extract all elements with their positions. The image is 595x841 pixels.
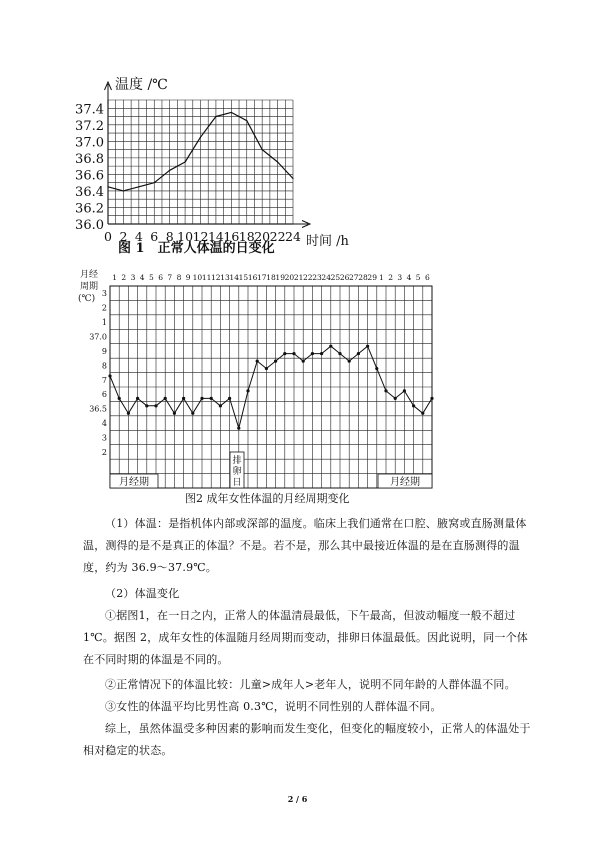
fig2-day-label: 16 [247, 273, 258, 282]
figure-1-caption: 图 1 正常人体温的日变化 [118, 241, 275, 256]
fig2-data-point [210, 397, 213, 400]
fig2-day-label: 3 [397, 273, 403, 282]
menses-label-2: 月经期 [390, 477, 420, 488]
fig1-y-tick-label: 36.0 [75, 218, 104, 233]
fig2-data-point [173, 412, 176, 415]
fig2-y-tick-label: 6 [101, 390, 107, 400]
fig2-day-label: 23 [312, 273, 322, 282]
fig2-y-tick-label: 2 [101, 447, 107, 457]
fig2-data-point [375, 367, 378, 370]
fig1-y-tick-label: 37.2 [75, 118, 104, 134]
fig2-day-label: 18 [266, 273, 276, 282]
fig2-data-point [430, 397, 433, 400]
fig2-day-label: 20 [284, 273, 295, 282]
fig1-x-tick-label: 16 [223, 229, 240, 244]
figure-2-ovulation-marker [230, 452, 244, 488]
figure-1-y-axis-arrow [105, 82, 112, 104]
figure-2-day-labels [112, 273, 430, 282]
fig2-data-point [256, 359, 259, 362]
fig1-x-tick-label: 8 [165, 229, 174, 244]
fig2-data-point [412, 404, 415, 407]
fig2-day-label: 24 [321, 273, 331, 282]
figure-2-y-title-line-3: (℃) [78, 294, 96, 304]
fig2-day-label: 7 [167, 273, 173, 282]
figure-2-caption: 图2 成年女性体温的月经周期变化 [185, 492, 350, 505]
fig2-data-point [320, 352, 323, 355]
fig2-data-point [136, 397, 139, 400]
fig2-day-label: 19 [275, 273, 285, 282]
paragraph-temperature-change-heading: （2）体温变化 [105, 587, 180, 600]
fig2-data-point [118, 397, 121, 400]
fig2-day-label: 4 [406, 273, 412, 282]
figure-1-daily-temperature-chart [0, 0, 595, 260]
fig1-x-tick-label: 6 [150, 229, 159, 244]
fig1-data-point [184, 161, 185, 162]
fig1-data-point [262, 149, 263, 150]
fig1-x-tick-label: 2 [119, 229, 128, 244]
fig2-day-label: 13 [220, 273, 230, 282]
fig1-x-tick-label: 18 [238, 229, 255, 244]
fig2-day-label: 5 [415, 273, 421, 282]
ovulation-label-char-3: 日 [232, 478, 242, 488]
fig1-x-tick-label: 24 [285, 229, 301, 244]
paragraph-point-3: ③女性的体温平均比男性高 0.3℃，说明不同性别的人群体温不同。 [105, 700, 442, 713]
fig2-y-tick-label: 3 [101, 289, 107, 299]
fig1-y-tick-label: 36.6 [75, 168, 104, 184]
fig1-data-point [123, 190, 124, 191]
fig2-y-tick-label: 36.5 [89, 404, 107, 414]
figure-2-menstrual-cycle-temperature-chart [0, 260, 595, 510]
figure-2-y-axis-title [78, 268, 98, 304]
fig2-day-label: 2 [121, 273, 127, 282]
fig1-data-point [277, 161, 278, 162]
fig2-data-point [265, 367, 268, 370]
figure-1-grid [108, 100, 293, 224]
fig1-data-point [154, 182, 155, 183]
fig2-day-label: 28 [358, 273, 368, 282]
fig2-day-label: 12 [211, 273, 221, 282]
fig2-data-point [366, 345, 369, 348]
fig2-data-point [302, 359, 305, 362]
fig2-data-point [237, 427, 240, 430]
fig2-day-label: 1 [379, 273, 384, 282]
fig2-data-point [154, 404, 157, 407]
fig2-y-tick-label: 1 [101, 318, 107, 328]
fig2-day-label: 2 [388, 273, 393, 282]
fig2-y-tick-label: 2 [101, 303, 107, 313]
fig2-y-tick-label: 3 [101, 433, 107, 443]
fig2-data-point [384, 389, 387, 392]
fig2-data-point [421, 412, 424, 415]
figure-2-y-title-line-2: 周期 [80, 282, 99, 292]
fig1-data-point [292, 178, 293, 179]
fig2-data-point [164, 397, 167, 400]
figure-1-y-tick-labels [75, 102, 104, 233]
figure-1-y-axis-label: 温度 /℃ [115, 77, 168, 93]
fig2-data-point [246, 389, 249, 392]
fig2-day-label: 21 [293, 273, 304, 282]
figure-1-x-axis-arrow [293, 221, 310, 228]
fig2-day-label: 25 [330, 273, 341, 282]
fig1-x-tick-label: 14 [207, 229, 224, 244]
fig1-y-tick-label: 36.8 [75, 151, 104, 167]
fig1-y-tick-label: 36.4 [75, 184, 104, 200]
fig2-data-point [394, 397, 397, 400]
fig2-day-label: 6 [425, 273, 430, 282]
fig2-day-label: 27 [349, 273, 359, 282]
paragraph-point-2: ②正常情况下的体温比较：儿童>成年人>老年人，说明不同年龄的人群体温不同。 [105, 678, 516, 691]
fig1-y-tick-label: 37.0 [75, 135, 104, 151]
fig2-data-point [292, 352, 295, 355]
fig1-data-point [215, 116, 216, 117]
fig2-data-point [219, 404, 222, 407]
fig1-x-tick-label: 20 [254, 229, 271, 244]
fig2-day-label: 22 [303, 273, 313, 282]
fig2-day-label: 1 [112, 273, 117, 282]
fig2-data-point [200, 397, 203, 400]
fig2-day-label: 3 [130, 273, 136, 282]
fig1-x-tick-label: 4 [134, 229, 143, 244]
fig2-y-tick-label: 8 [101, 361, 107, 371]
fig1-data-point [231, 112, 232, 113]
fig2-day-label: 5 [149, 273, 154, 282]
fig1-data-point [107, 186, 108, 187]
fig2-y-tick-label: 7 [101, 375, 107, 385]
fig2-day-label: 29 [367, 273, 377, 282]
page-number: 2 / 6 [287, 794, 308, 804]
fig2-data-point [274, 359, 277, 362]
fig2-day-label: 6 [158, 273, 163, 282]
fig2-data-point [338, 352, 341, 355]
ovulation-label-char-2: 卵 [232, 467, 242, 477]
figure-2-y-title-line-1: 月经 [80, 270, 99, 280]
fig2-data-point [403, 389, 406, 392]
fig1-data-point [169, 170, 170, 171]
fig1-y-tick-label: 37.4 [75, 102, 104, 118]
fig2-y-tick-label: 37.0 [89, 332, 107, 342]
fig2-data-point [145, 404, 148, 407]
fig2-data-point [311, 352, 314, 355]
fig1-data-point [246, 120, 247, 121]
fig2-data-point [108, 374, 111, 377]
fig2-data-point [329, 345, 332, 348]
fig1-data-point [200, 137, 201, 138]
fig1-x-tick-label: 22 [269, 229, 286, 244]
figure-2-menses-marker-2 [378, 474, 432, 488]
fig2-data-point [127, 412, 130, 415]
paragraph-point-1: ①据图1，在一日之内，正常人的体温清晨最低，下午最高，但波动幅度一般不超过 1℃。据图 2，成年女性的体温随月经周期而变动，排卵日体温最低。因此说明，同一个体在不同时期的体温是不同的。 [83, 609, 528, 666]
fig2-y-tick-label: 4 [101, 419, 107, 429]
fig2-day-label: 9 [185, 273, 191, 282]
fig2-day-label: 17 [257, 273, 267, 282]
fig1-x-tick-label: 12 [192, 229, 209, 244]
fig2-data-point [283, 352, 286, 355]
fig2-data-point [191, 412, 194, 415]
fig2-y-tick-label: 9 [101, 346, 107, 356]
fig2-day-label: 10 [192, 273, 203, 282]
fig2-day-label: 4 [139, 273, 145, 282]
fig2-data-point [348, 359, 351, 362]
fig2-day-label: 11 [201, 273, 212, 282]
fig1-x-tick-label: 10 [177, 229, 194, 244]
figure-2-grid [110, 286, 432, 488]
figure-2-y-tick-labels [89, 289, 107, 457]
figure-1-x-axis-label: 时间 /h [306, 234, 349, 249]
fig1-y-tick-label: 36.2 [75, 201, 104, 217]
fig2-data-point [357, 352, 360, 355]
ovulation-label-char-1: 排 [232, 456, 242, 466]
fig1-data-point [138, 186, 139, 187]
fig2-data-point [182, 397, 185, 400]
paragraph-conclusion: 综上，虽然体温受多种因素的影响而发生变化，但变化的幅度较小，正常人的体温处于相对稳定的状态。 [83, 722, 531, 757]
fig2-data-point [228, 397, 231, 400]
fig2-day-label: 14 [229, 273, 239, 282]
menses-label-1: 月经期 [119, 477, 149, 488]
fig2-day-label: 26 [339, 273, 350, 282]
fig2-day-label: 8 [176, 273, 182, 282]
fig1-x-tick-label: 0 [104, 229, 112, 244]
fig2-day-label: 15 [238, 273, 249, 282]
figure-2-menses-marker-1 [110, 474, 158, 488]
paragraph-body-temperature: （1）体温：是指机体内部或深部的温度。临床上我们通常在口腔、腋窝或直肠测量体温，测得的是不是真正的体温？不是。若不是，那么其中最接近体温的是在直肠测得的温度，约为 36.9～37.9℃。 [83, 517, 527, 574]
